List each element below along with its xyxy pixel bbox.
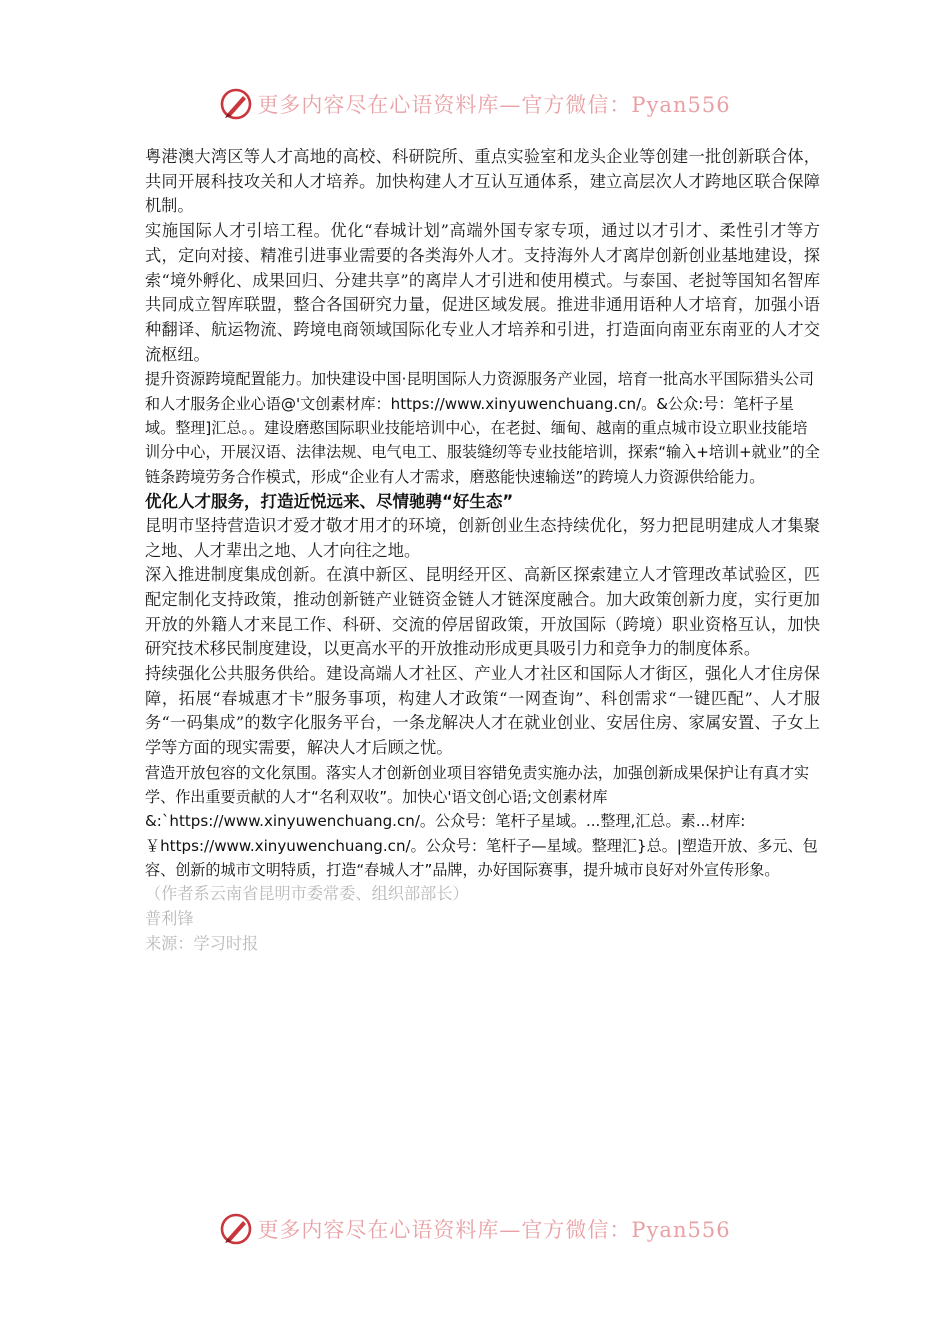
source-line: 来源：学习时报 bbox=[145, 933, 259, 953]
author-note: （作者系云南省昆明市委常委、组织部部长） bbox=[145, 884, 469, 904]
banner-text: 更多内容尽在心语资料库—官方微信：Pyan556 bbox=[257, 93, 731, 117]
paragraph-cross-border-resources: 提升资源跨境配置能力。加快建设中国·昆明国际人力资源服务产业园，培育一批高水平国际猎头公司和人才服务企业心语@'文创素材库：https://www.xinyuwenchuang.cn/。&公众:号：笔杆子星域。整理]汇总。。建设磨憨国际职业技能培训中心，在老挝、缅甸、越南的重点城市设立职业技能培训分中心，开展汉语、法律法规、电气电工、服装缝纫等专业技能培训，探索“输入+培训+就业”的全链条跨境劳务合作模式，形成“企业有人才需求，磨憨能快速输送”的跨境人力资源供给能力。 bbox=[145, 370, 820, 486]
section-heading: 优化人才服务，打造近悦远来、尽情驰骋“好生态” bbox=[145, 491, 514, 511]
paragraph-ecosystem: 昆明市坚持营造识才爱才敬才用才的环境，创新创业生态持续优化，努力把昆明建成人才集聚之地、人才辈出之地、人才向往之地。 bbox=[145, 515, 820, 560]
paragraph-public-services: 持续强化公共服务供给。建设高端人才社区、产业人才社区和国际人才街区，强化人才住房保障，拓展“春城惠才卡”服务事项，构建人才政策“一网查询”、科创需求“一键匹配”、人才服务“一码集成”的数字化服务平台，一条龙解决人才在就业创业、安居住房、家属安置、子女上学等方面的现实需要，解决人才后顾之忧。 bbox=[145, 664, 820, 758]
banner-text: 更多内容尽在心语资料库—官方微信：Pyan556 bbox=[257, 1218, 731, 1242]
pen-logo-icon bbox=[219, 87, 253, 121]
paragraph-talent-alliance: 粤港澳大湾区等人才高地的高校、科研院所、重点实验室和龙头企业等创建一批创新联合体，共同开展科技攻关和人才培养。加快构建人才互认互通体系，建立高层次人才跨地区联合保障机制。 bbox=[145, 147, 820, 216]
footer-banner bbox=[0, 1209, 950, 1249]
paragraph-international-talent: 实施国际人才引培工程。优化“春城计划”高端外国专家专项，通过以才引才、柔性引才等方式，定向对接、精准引进事业需要的各类海外人才。支持海外人才离岸创新创业基地建设，探索“境外孵化、成果回归、分建共享”的离岸人才引进和使用模式。与泰国、老挝等国知名智库共同成立智库联盟，整合各国研究力量，促进区域发展。推进非通用语种人才培育，加强小语种翻译、航运物流、跨境电商领域国际化专业人才培养和引进，打造面向南亚东南亚的人才交流枢纽。 bbox=[145, 221, 820, 364]
header-banner bbox=[0, 84, 950, 124]
paragraph-cultural-atmosphere: 营造开放包容的文化氛围。落实人才创新创业项目容错免责实施办法，加强创新成果保护让有真才实学、作出重要贡献的人才“名利双收”。加快心'语文创心语;文创素材库&:`https://www.xinyuwenchuang.cn/。公众号：笔杆子星域。...整理,汇总。素...材库:￥https://www.xinyuwenchuang.cn/。公众号：笔杆子—星域。整理汇}总。|塑造开放、多元、包容、创新的城市文明特质，打造“春城人才”品牌，办好国际赛事，提升城市良好对外宣传形象。 bbox=[145, 763, 818, 880]
author-name: 普利锋 bbox=[145, 909, 194, 929]
paragraph-institutional-innovation: 深入推进制度集成创新。在滇中新区、昆明经开区、高新区探索建立人才管理改革试验区，匹配定制化支持政策，推动创新链产业链资金链人才链深度融合。加大政策创新力度，实行更加开放的外籍人才来昆工作、科研、交流的停居留政策，开放国际（跨境）职业资格互认，加快研究技术移民制度建设，以更高水平的开放推动形成更具吸引力和竞争力的制度体系。 bbox=[145, 565, 820, 659]
pen-logo-icon bbox=[219, 1212, 253, 1246]
article-body bbox=[145, 145, 820, 956]
